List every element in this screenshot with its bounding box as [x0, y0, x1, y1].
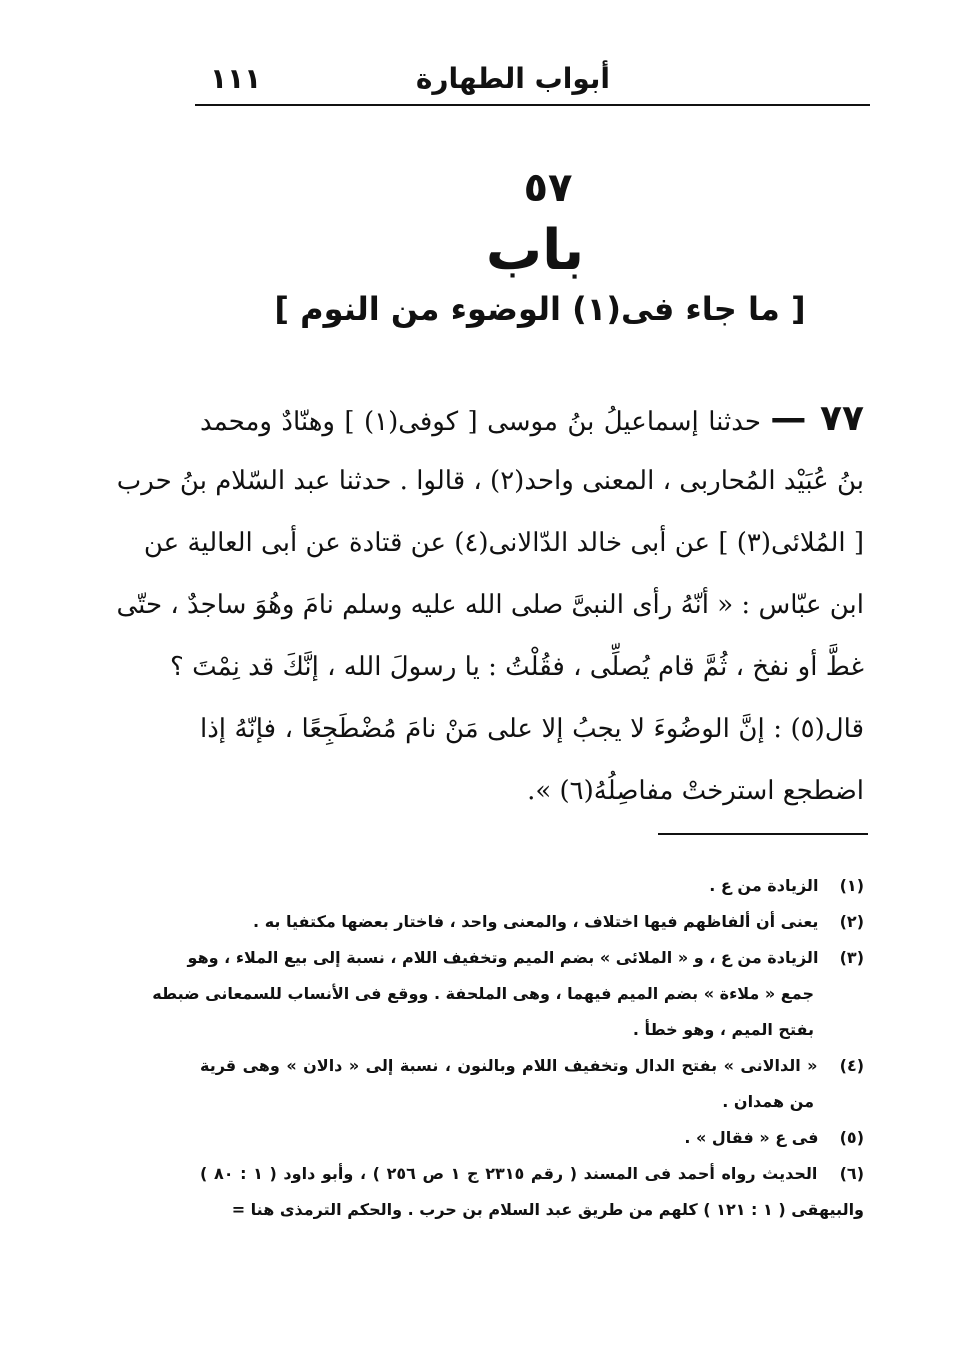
footnote-6 [200, 1156, 864, 1192]
footnote-text: فى ع « فقال » . [684, 1128, 819, 1147]
footnote-number: ( ٢ ) [824, 904, 864, 940]
hadith-line: قال(٥) : إنَّ الوضُوءَ لا يجبُ إلا على مَنْ نامَ مُضْطَجِعًا ، فإنّهُ إذا [200, 714, 864, 744]
footnote-number: ( ٤ ) [824, 1048, 864, 1084]
footnote-continuation: والبيهقى ( ١ : ١٢١ ) كلهم من طريق عبد السلام بن حرب . والحكم الترمذى هنا = [231, 1200, 864, 1219]
hadith-line: ابن عبّاس : « أنّهُ رأى النبىَّ صلى الله عليه وسلم نامَ وهُوَ ساجدٌ ، حتّى [116, 590, 864, 620]
hadith-line: غطَّ أو نفخ ، ثُمَّ قام يُصلِّى ، فقُلْتُ : يا رسولَ الله ، إنَّكَ قد نِمْتَ ؟ [170, 652, 864, 682]
hadith-number: ٧٧ — [770, 398, 864, 439]
page-number: ١١١ [210, 62, 262, 95]
footnote-continuation: من همدان . [722, 1092, 814, 1111]
hadith-line: اضطجع استرختْ مفاصِلُهُ(٦) ». [527, 776, 864, 806]
hadith-line [200, 388, 864, 450]
footnote-1 [200, 868, 864, 904]
footnote-5 [200, 1120, 864, 1156]
footnote-4 [200, 1048, 864, 1084]
running-head [200, 62, 860, 102]
running-head-title: أبواب الطهارة [415, 62, 610, 95]
footnote-text: الحديث رواه أحمد فى المسند ( رقم ٢٣١٥ ج ١ ص ٢٥٦ ) ، وأبو داود ( ١ : ٨٠ ) [200, 1164, 818, 1183]
footnote-2 [200, 904, 864, 940]
hadith-line: بنُ عُبَيْد المُحاربى ، المعنى واحد(٢) ، قالوا . حدثنا عبد السّلام بنُ حرب [116, 466, 864, 496]
footnote-divider [658, 833, 868, 835]
footnote-text: « الدالانى » بفتح الدال وتخفيف اللام وبالنون ، نسبة إلى « دالان » وهى قرية [200, 1056, 818, 1075]
footnote-text: يعنى أن ألفاظهم فيها اختلاف ، والمعنى واحد ، فاختار بعضها مكتفيا به . [253, 912, 819, 931]
footnotes [152, 868, 864, 1228]
hadith-line-text: حدثنا إسماعيلُ بنُ موسى [ كوفى(١) ] وهنّادٌ ومحمد [200, 407, 761, 437]
footnote-number: ( ٥ ) [824, 1120, 864, 1156]
footnote-number: ( ٣ ) [824, 940, 864, 976]
footnote-text: الزيادة من ع . [709, 876, 819, 895]
header-divider [195, 104, 870, 106]
chapter-number: ٥٧ [523, 165, 573, 211]
chapter-title: [ ما جاء فى(١) الوضوء من النوم ] [274, 290, 806, 328]
footnote-3 [187, 940, 864, 976]
footnote-text: الزيادة من ع ، و « الملائى » بضم الميم وتخفيف اللام ، نسبة إلى بيع الملاء ، وهو [187, 948, 819, 967]
hadith-text [116, 388, 864, 822]
footnote-number: ( ١ ) [824, 868, 864, 904]
chapter-heading: باب [485, 218, 585, 283]
footnote-continuation: بفتح الميم ، وهو خطأ . [632, 1020, 814, 1039]
footnote-number: ( ٦ ) [824, 1156, 864, 1192]
footnote-continuation: جمع « ملاءة » بضم الميم فيهما ، وهى الملحفة . ووقع فى الأنساب للسمعانى ضبطه [152, 984, 814, 1003]
hadith-line: [ المُلائى(٣) ] عن أبى خالد الدّالانى(٤) عن قتادة عن أبى العالية عن [143, 528, 864, 558]
